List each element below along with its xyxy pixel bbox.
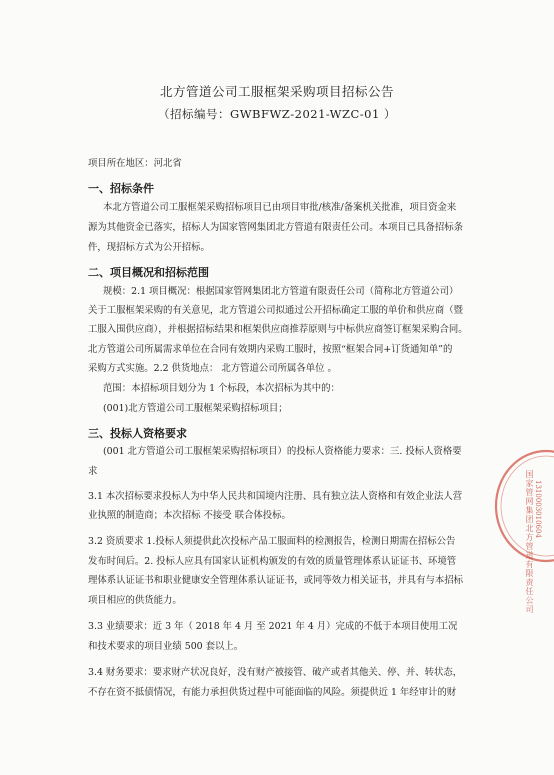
section-3-line-9: 3.3 业绩要求：近 3 年（ 2018 年 4 月 至 2021 年 4 月）完成的不低于本项目使用工况 — [88, 621, 458, 632]
company-seal — [484, 446, 554, 566]
section-3-line-7: 理体系认证证书和职业健康安全管理体系认证证书，或同等效力相关证书，并具有与本招标 — [88, 575, 464, 586]
section-3-heading: 三、投标人资格要求 — [88, 427, 187, 440]
section-1-line-3: 件，现招标方式为公开招标。 — [88, 242, 210, 253]
section-3-line-1: (001 北方管道公司工服框架采购招标项目）的投标人资格能力要求：三. 投标人资格要 — [103, 446, 462, 457]
section-2-line-7: (001)北方管道公司工服框架采购招标项目； — [103, 403, 288, 414]
project-location: 项目所在地区：河北省 — [88, 158, 182, 169]
section-3-line-5: 3.2 资质要求 1.投标人须提供此次投标产品工服面料的检测报告，检测日期需在招标公告 — [88, 536, 456, 547]
section-2-line-5: 采购方式实施。2.2 供货地点： 北方管道公司所属各单位 。 — [88, 363, 337, 374]
section-3-line-8: 项目相应的供货能力。 — [88, 595, 182, 606]
seal-text: 国家管网集团北方管道有限责任公司 — [525, 470, 534, 614]
section-1-heading: 一、招标条件 — [88, 182, 154, 195]
section-1-line-1: 本北方管道公司工服框架采购招标项目已由项目审批/核准/备案机关批准，项目资金来 — [103, 202, 457, 213]
section-2-line-4: 北方管道公司所属需求单位在合同有效期内采购工服时，按照“框架合同+订货通知单”的 — [88, 344, 453, 355]
section-3-line-10: 和技术要求的项目业绩 500 套以上。 — [88, 641, 244, 652]
section-3-line-6: 发布时间后。2. 投标人应具有国家认证机构颁发的有效的质量管理体系认证证书、环境管 — [88, 556, 457, 567]
section-3-line-12: 不存在资不抵债情况，有能力承担供货过程中可能面临的风险。须提供近 1 年经审计的财 — [88, 687, 457, 698]
section-2-line-6: 范围：本招标项目划分为 1 个标段，本次招标为其中的： — [103, 383, 340, 394]
section-3-line-2: 求 — [88, 466, 98, 477]
section-3-line-3: 3.1 本次招标要求投标人为中华人民共和国境内注册、具有独立法人资格和有效企业法人营 — [88, 491, 463, 502]
section-2-heading: 二、项目概况和招标范围 — [88, 266, 209, 279]
section-2-line-3: 工服入围供应商），并根据招标结果和框架供应商推荐原则与中标供应商签订框架采购合同。 — [88, 324, 468, 335]
section-3-line-4: 业执照的制造商；本次招标 不接受 联合体投标。 — [88, 510, 291, 521]
section-1-line-2: 源为其他资金已落实，招标人为国家管网集团北方管道有限责任公司。本项目已具备招标条 — [88, 222, 464, 233]
section-2-line-2: 关于工服框架采购的有关意见，北方管道公司拟通过公开招标确定工服的单价和供应商（暨 — [88, 305, 464, 316]
seal-code: 1310003010604 — [534, 480, 542, 538]
document-title: 北方管道公司工服框架采购项目招标公告 — [159, 84, 394, 99]
section-2-line-1: 规模：2.1 项目概况：根据国家管网集团北方管道有限责任公司（简称北方管道公司） — [103, 286, 459, 297]
tender-number: （招标编号：GWBFWZ-2021-WZC-01 ） — [158, 107, 396, 121]
section-3-line-11: 3.4 财务要求：要求财产状况良好，没有财产被接管、破产或者其他关、停、并、转状态， — [88, 667, 463, 678]
